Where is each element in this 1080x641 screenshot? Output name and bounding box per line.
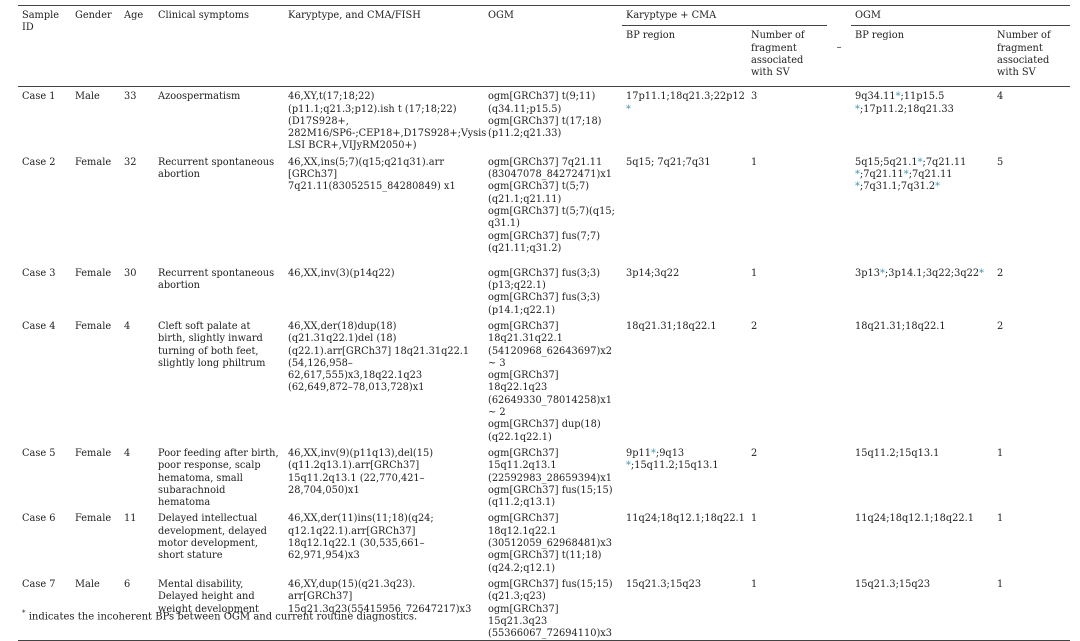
cell-kc-bp: 11q24;18q12.1;18q22.1	[626, 513, 745, 525]
ogm-line: ogm[GRCh37] 15q21.3q23	[488, 603, 559, 627]
cell-kc-num: 2	[751, 320, 758, 332]
cell-sample-id: Case 1	[22, 91, 56, 103]
cell-kc-bp: 15q21.3;15q23	[622, 575, 747, 641]
cell-kc-num: 1	[747, 575, 827, 641]
cell-gender: Female	[75, 156, 112, 168]
ogm-line: (q21.1;q21.11)	[488, 193, 562, 205]
cell-ogm-bp: 15q21.3;15q23	[851, 575, 993, 641]
ogm-line: ogm[GRCh37] fus(3;3)	[488, 267, 601, 279]
table-row	[18, 444, 1070, 509]
ogm-line: (q22.1q22.1)	[488, 431, 552, 443]
ogm-line: ogm[GRCh37] t(5;7)(q15;	[488, 205, 615, 217]
cell-sample-id: Case 5	[22, 447, 56, 459]
ogm-line: (q21.11;q31.2)	[488, 242, 562, 254]
ogm-line: (q21.3;q23)	[488, 591, 546, 603]
cell-ogm-num: 2	[997, 267, 1004, 279]
cell-ogm	[484, 87, 622, 153]
incoherent-marker: *	[855, 169, 860, 181]
cell-karyotype: 46,XY,t(17;18;22)(p11.1;q21.3;p12).ish t (17;18;22)(D17S928+, 282M16/SP6-;CEP18+,D17S928+;Vysis LSI BCR+,VIJyRM2050+)	[288, 91, 487, 152]
cell-age: 4	[124, 447, 131, 459]
incoherent-marker: *	[626, 103, 631, 115]
cell-sample-id: Case 4	[22, 320, 56, 332]
ogm-line: ogm[GRCh37] t(9;11)	[488, 91, 596, 103]
cell-gender: Female	[75, 513, 112, 525]
ogm-line: (83047078_84272471)x1	[488, 169, 613, 181]
cell-gender: Female	[75, 320, 112, 332]
ogm-line: ogm[GRCh37] t(5;7)	[488, 181, 590, 193]
ogm-line: (p11.2;q21.33)	[488, 128, 562, 140]
cell-ogm	[484, 317, 622, 444]
results-table	[18, 5, 1070, 641]
cell-ogm-bp: 9q34.11*;11p15.5 *;17p11.2;18q21.33	[855, 91, 954, 115]
ogm-line: ogm[GRCh37] 7q21.11	[488, 156, 603, 168]
cell-clinical: Recurrent spontaneous abortion	[158, 156, 275, 181]
incoherent-marker: *	[895, 91, 901, 103]
cell-kc-bp: 18q21.31;18q22.1	[626, 320, 717, 332]
cell-ogm-num: 2	[997, 320, 1004, 332]
ogm-line: (30512059_62968481)x3	[488, 538, 613, 550]
cell-karyotype: 46,XX,ins(5;7)(q15;q21q31).arr [GRCh37] 7q21.11(83052515_84280849) x1	[288, 156, 456, 193]
cell-clinical: Cleft soft palate at birth, slightly inward turning of both feet, slightly long philtrum	[158, 320, 266, 369]
cell-age: 33	[124, 91, 137, 103]
col-ogm-bp-region: BP region	[851, 26, 993, 87]
cell-kc-bp: 17p11.1;18q21.3;22p12 *	[626, 91, 745, 115]
header-row-1	[18, 6, 1070, 26]
ogm-line: (22592983_28659394)x1	[488, 472, 613, 484]
table-row	[18, 264, 1070, 317]
col-kc-bp-region: BP region	[622, 26, 747, 87]
incoherent-marker: *	[935, 181, 941, 193]
cell-kc-num: 2	[751, 447, 758, 459]
cell-gender: Male	[71, 575, 120, 641]
ogm-line: ogm[GRCh37] t(11;18)	[488, 550, 602, 562]
cell-ogm	[484, 153, 622, 264]
incoherent-marker: *	[903, 169, 909, 181]
ogm-line: 18q12.1q22.1	[488, 525, 557, 537]
group-karyotype-cma: Karyptype + CMA	[622, 6, 827, 26]
group-separator: –	[827, 6, 851, 87]
cell-karyotype: 46,XX,der(11)ins(11;18)(q24; q12.1q22.1).arr[GRCh37] 18q12.1q22.1 (30,535,661–62,971,954)x3	[288, 513, 434, 562]
incoherent-marker: *	[650, 447, 656, 459]
table-row	[18, 87, 1070, 153]
footnote-marker: *	[22, 609, 26, 617]
ogm-line: 18q21.31q22.1	[488, 333, 563, 345]
cell-ogm-bp: 5q15;5q21.1*;7q21.11 *;7q21.11*;7q21.11 *;7q31.1;7q31.2*	[855, 156, 967, 193]
cell-ogm-bp: 18q21.31;18q22.1	[855, 320, 946, 332]
ogm-line: ogm[GRCh37] 18q22.1q23	[488, 370, 559, 394]
ogm-line: ogm[GRCh37] fus(3;3)	[488, 292, 601, 304]
col-sample-id: Sample ID	[18, 6, 71, 87]
table-row	[18, 509, 1070, 574]
cell-clinical: Azoospermatism	[158, 91, 241, 103]
cell-ogm-bp: 11q24;18q12.1;18q22.1	[855, 513, 974, 525]
col-kc-num-fragment: Number of fragment associated with SV	[747, 26, 827, 87]
ogm-line: ogm[GRCh37]	[488, 320, 559, 332]
cell-gender: Male	[75, 91, 100, 103]
ogm-line: ~ 2	[488, 407, 506, 419]
ogm-line: (q34.11;p15.5)	[488, 103, 562, 115]
cell-sample-id: Case 6	[22, 513, 56, 525]
table-row	[18, 317, 1070, 444]
cell-kc-num: 1	[751, 513, 758, 525]
cell-karyotype: 46,XX,inv(3)(p14q22)	[288, 267, 395, 279]
cell-age: 4	[124, 320, 131, 332]
cell-ogm-num: 1	[997, 513, 1004, 525]
cell-age: 6	[120, 575, 154, 641]
cell-age: 30	[124, 267, 137, 279]
cell-ogm-num: 1	[997, 447, 1004, 459]
cell-sample-id: Case 3	[22, 267, 56, 279]
cell-ogm-bp: 15q11.2;15q13.1	[855, 447, 940, 459]
col-ogm: OGM	[484, 6, 622, 87]
ogm-line: ogm[GRCh37] fus(15;15)	[488, 578, 613, 590]
ogm-line: (62649330_78014258)x1	[488, 394, 613, 406]
ogm-line: 15q11.2q13.1	[488, 460, 557, 472]
group-ogm: OGM	[851, 6, 1070, 26]
cell-ogm	[484, 264, 622, 317]
ogm-line: ogm[GRCh37] fus(7;7)	[488, 230, 601, 242]
cell-ogm	[484, 509, 622, 574]
cell-sample-id: Case 2	[22, 156, 56, 168]
cell-ogm	[484, 444, 622, 509]
incoherent-marker: *	[917, 156, 923, 168]
table-row	[18, 153, 1070, 264]
incoherent-marker: *	[979, 267, 984, 279]
cell-kc-num: 3	[751, 91, 758, 103]
ogm-line: ogm[GRCh37] t(17;18)	[488, 115, 602, 127]
cell-kc-num: 1	[751, 156, 758, 168]
cell-clinical: Mental disability, Delayed height and weight development	[154, 575, 284, 641]
incoherent-marker: *	[626, 460, 631, 472]
ogm-line: q31.1)	[488, 218, 520, 230]
cell-ogm-num: 4	[997, 91, 1004, 103]
ogm-line: ogm[GRCh37]	[488, 513, 559, 525]
ogm-line: (p13;q22.1)	[488, 280, 546, 292]
ogm-line: ogm[GRCh37]	[488, 447, 559, 459]
cell-age: 32	[124, 156, 137, 168]
incoherent-marker: *	[880, 267, 885, 279]
col-gender: Gender	[71, 6, 120, 87]
col-age: Age	[120, 6, 154, 87]
cell-gender: Female	[75, 267, 112, 279]
col-karyotype: Karyptype, and CMA/FISH	[284, 6, 484, 87]
cell-kc-bp: 9p11*;9q13 *;15q11.2;15q13.1	[626, 447, 719, 472]
ogm-line: (q24.2;q12.1)	[488, 562, 556, 574]
incoherent-marker: *	[855, 181, 860, 193]
cell-ogm-num: 1	[993, 575, 1070, 641]
ogm-line: (q11.2;q13.1)	[488, 497, 556, 509]
cell-karyotype: 46,XX,der(18)dup(18)(q21.31q22.1)del (18)(q22.1).arr[GRCh37] 18q21.31q22.1 (54,126,958–62,617,555)x3,18q22.1q23 (62,649,872–78,013,728)x1	[288, 320, 470, 394]
cell-kc-num: 1	[751, 267, 758, 279]
cell-kc-bp: 5q15; 7q21;7q31	[626, 156, 711, 168]
cell-kc-bp: 3p14;3q22	[626, 267, 680, 279]
ogm-line: (55366067_72694110)x3	[488, 628, 613, 640]
cell-age: 11	[124, 513, 137, 525]
cell-clinical: Delayed intellectual development, delayed motor development, short stature	[158, 513, 267, 562]
cell-clinical: Poor feeding after birth, poor response, scalp hematoma, small subarachnoid hematoma	[158, 447, 279, 509]
col-clinical: Clinical symptoms	[154, 6, 284, 87]
ogm-line: ogm[GRCh37] fus(15;15)	[488, 484, 613, 496]
cell-karyotype: 46,XY,dup(15)(q21.3q23). arr[GRCh37] 15q21.3q23(55415956_72647217)x3	[284, 575, 484, 641]
table-footnote	[22, 609, 417, 622]
cell-clinical: Recurrent spontaneous abortion	[158, 267, 275, 292]
cell-ogm-bp: 3p13*;3p14.1;3q22;3q22*	[855, 267, 984, 279]
cell-sample-id: Case 7	[18, 575, 71, 641]
ogm-line: (p14.1;q22.1)	[488, 304, 556, 316]
ogm-line: (54120968_62643697)x2	[488, 345, 613, 357]
col-ogm-num-fragment: Number of fragment associated with SV	[993, 26, 1070, 87]
cell-ogm-num: 5	[997, 156, 1004, 168]
ogm-line: ogm[GRCh37] dup(18)	[488, 419, 601, 431]
cell-gender: Female	[75, 447, 112, 459]
footnote-text: indicates the incoherent BPs between OGM and current routine diagnostics.	[28, 611, 418, 623]
ogm-line: ~ 3	[488, 357, 506, 369]
cell-karyotype: 46,XX,inv(9)(p11q13),del(15) (q11.2q13.1).arr[GRCh37] 15q11.2q13.1 (22,770,421–28,704,050)x1	[288, 447, 434, 496]
incoherent-marker: *	[855, 103, 860, 115]
